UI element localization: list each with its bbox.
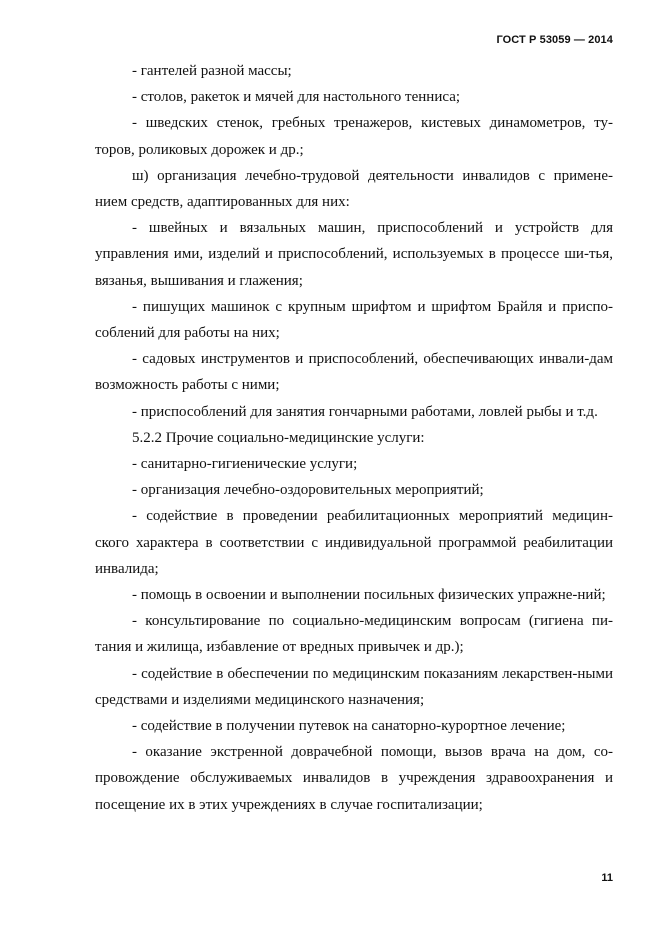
list-item: - санитарно-гигиенические услуги; — [132, 456, 358, 473]
section-heading: 5.2.2 Прочие социально-медицинские услуги: — [132, 429, 425, 446]
list-item: - организация лечебно-оздоровительных мероприятий; — [132, 482, 484, 499]
list-item: - шведских стенок, гребных тренажеров, кистевых динамометров, ту-торов, роликовых дорожек и др.; — [95, 115, 613, 158]
list-item: - оказание экстренной доврачебной помощи, вызов врача на дом, со-провождение обслуживаемых инвалидов в учреждения здравоохранения и посещение их в этих учреждениях в случае госпитализации; — [95, 744, 613, 813]
list-item: - консультирование по социально-медицинским вопросам (гигиена пи-тания и жилища, избавление от вредных привычек и др.); — [95, 613, 613, 656]
list-item: - садовых инструментов и приспособлений, обеспечивающих инвали-дам возможность работы с ними; — [95, 351, 613, 394]
list-item: - столов, ракеток и мячей для настольного тенниса; — [132, 89, 461, 106]
page-number: 11 — [601, 872, 613, 884]
section-item: ш) организация лечебно-трудовой деятельности инвалидов с примене-нием средств, адаптированных для них: — [95, 167, 613, 211]
list-item: - приспособлений для занятия гончарными работами, ловлей рыбы и т.д. — [132, 403, 598, 420]
list-item: - гантелей разной массы; — [132, 63, 292, 79]
list-item: - содействие в получении путевок на санаторно-курортное лечение; — [132, 718, 566, 735]
list-item: - помощь в освоении и выполнении посильных физических упражне-ний; — [132, 587, 606, 604]
list-item: - содействие в проведении реабилитационных мероприятий медицин-ского характера в соответствии с индивидуальной программой реабилитации инвалида; — [95, 508, 613, 577]
list-item: - швейных и вязальных машин, приспособлений и устройств для управления ими, изделий и приспособлений, используемых в процессе ши-тья, вязанья, вышивания и глажения; — [95, 220, 613, 289]
list-item: - содействие в обеспечении по медицинским показаниям лекарствен-ными средствами и изделиями медицинского назначения; — [95, 665, 613, 708]
document-header: ГОСТ Р 53059 — 2014 — [496, 34, 613, 46]
document-body — [95, 58, 613, 818]
list-item: - пишущих машинок с крупным шрифтом и шрифтом Брайля и приспо-соблений для работы на них; — [95, 298, 613, 342]
